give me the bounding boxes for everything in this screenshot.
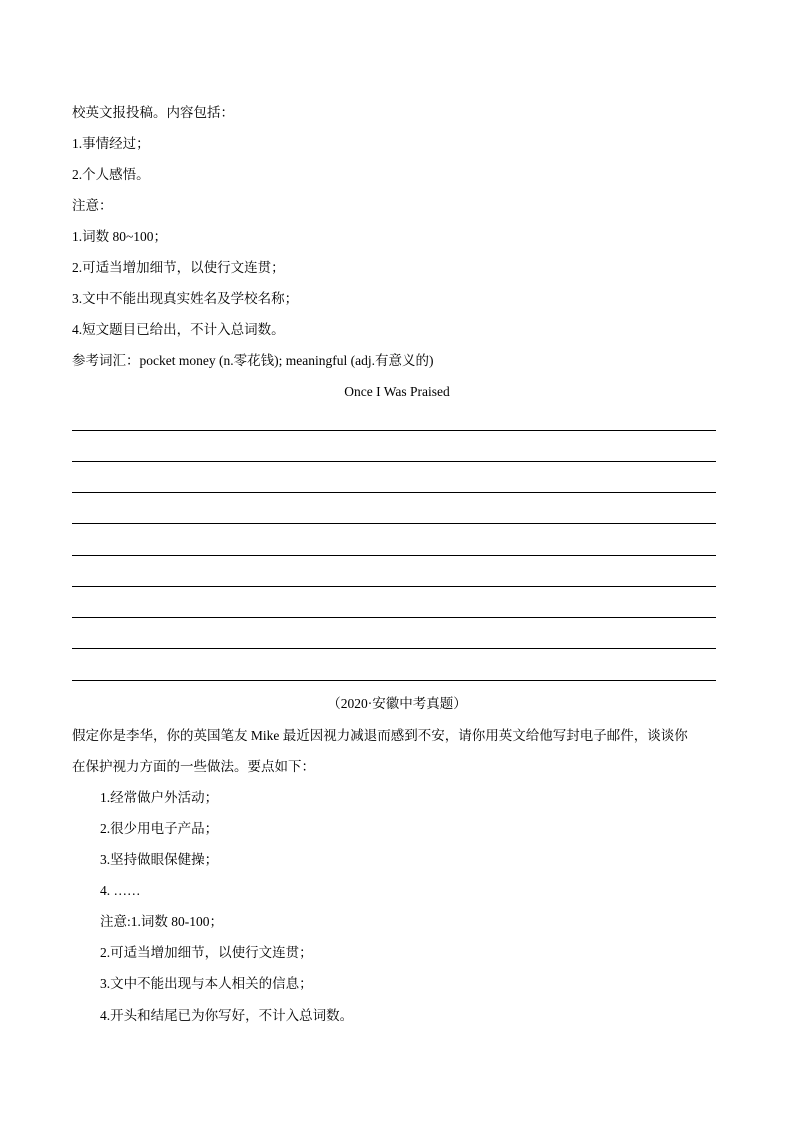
writing-line — [72, 648, 716, 649]
requirement-3: 3.文中不能出现与本人相关的信息； — [100, 976, 313, 991]
writing-line — [72, 492, 716, 493]
essay-title: Once I Was Praised — [344, 384, 450, 399]
writing-line — [72, 680, 716, 681]
requirement-1: 注意:1.词数 80-100； — [100, 914, 223, 929]
prompt-line-1: 假定你是李华，你的英国笔友 Mike 最近因视力减退而感到不安，请你用英文给他写封电子邮件，谈谈你 — [72, 728, 688, 743]
prompt-line-2: 在保护视力方面的一些做法。要点如下： — [72, 759, 315, 774]
question-source: （2020·安徽中考真题） — [327, 696, 467, 711]
writing-line — [72, 617, 716, 618]
note-3: 3.文中不能出现真实姓名及学校名称； — [72, 291, 299, 306]
key-point-3: 3.坚持做眼保健操； — [100, 852, 219, 867]
writing-line — [72, 523, 716, 524]
writing-line — [72, 430, 716, 431]
task-intro: 校英文报投稿。内容包括： — [72, 105, 234, 120]
note-1: 1.词数 80~100； — [72, 229, 168, 244]
requirement-2: 2.可适当增加细节，以使行文连贯； — [100, 945, 313, 960]
key-point-2: 2.很少用电子产品； — [100, 821, 219, 836]
content-point-1: 1.事情经过； — [72, 136, 150, 151]
reference-vocabulary: 参考词汇：pocket money (n.零花钱); meaningful (adj.有意义的) — [72, 353, 434, 368]
requirement-4: 4.开头和结尾已为你写好，不计入总词数。 — [100, 1008, 354, 1023]
writing-line — [72, 461, 716, 462]
writing-line — [72, 586, 716, 587]
note-4: 4.短文题目已给出，不计入总词数。 — [72, 322, 285, 337]
writing-line — [72, 555, 716, 556]
content-point-2: 2.个人感悟。 — [72, 167, 150, 182]
key-point-4: 4. …… — [100, 883, 141, 898]
note-2: 2.可适当增加细节，以使行文连贯； — [72, 260, 285, 275]
key-point-1: 1.经常做户外活动； — [100, 790, 219, 805]
note-label: 注意： — [72, 198, 113, 213]
